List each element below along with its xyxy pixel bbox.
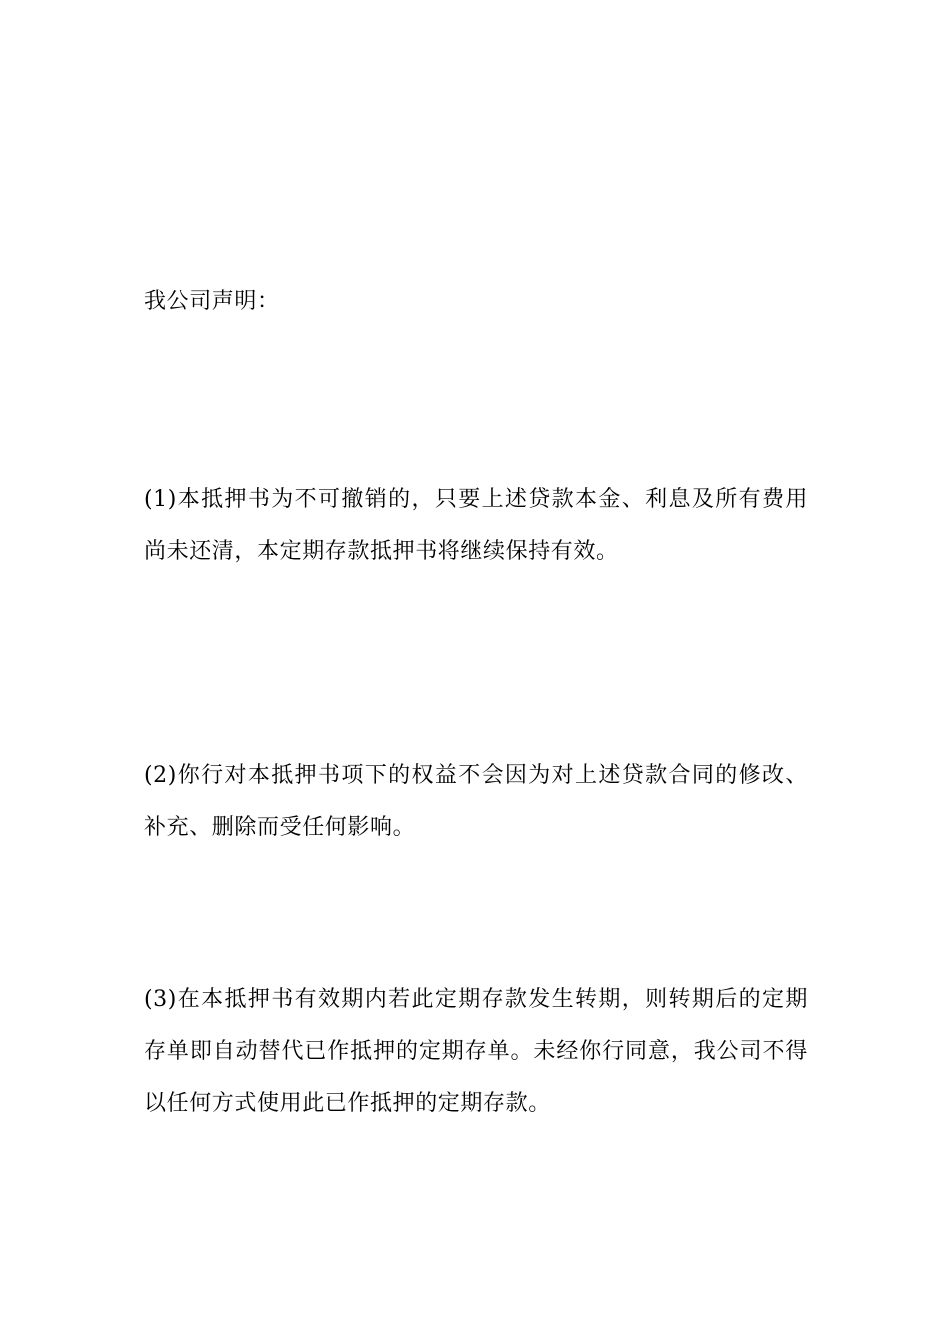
declaration-heading: 我公司声明： (144, 289, 280, 314)
clause-1: (1)本抵押书为不可撤销的，只要上述贷款本金、利息及所有费用尚未还清，本定期存款抵押书将继续保持有效。 (144, 487, 808, 564)
clause-3: (3)在本抵押书有效期内若此定期存款发生转期，则转期后的定期存单即自动替代已作抵押的定期存单。未经你行同意，我公司不得以任何方式使用此已作抵押的定期存款。 (144, 987, 808, 1116)
clause-2: (2)你行对本抵押书项下的权益不会因为对上述贷款合同的修改、补充、删除而受任何影响。 (144, 763, 808, 840)
